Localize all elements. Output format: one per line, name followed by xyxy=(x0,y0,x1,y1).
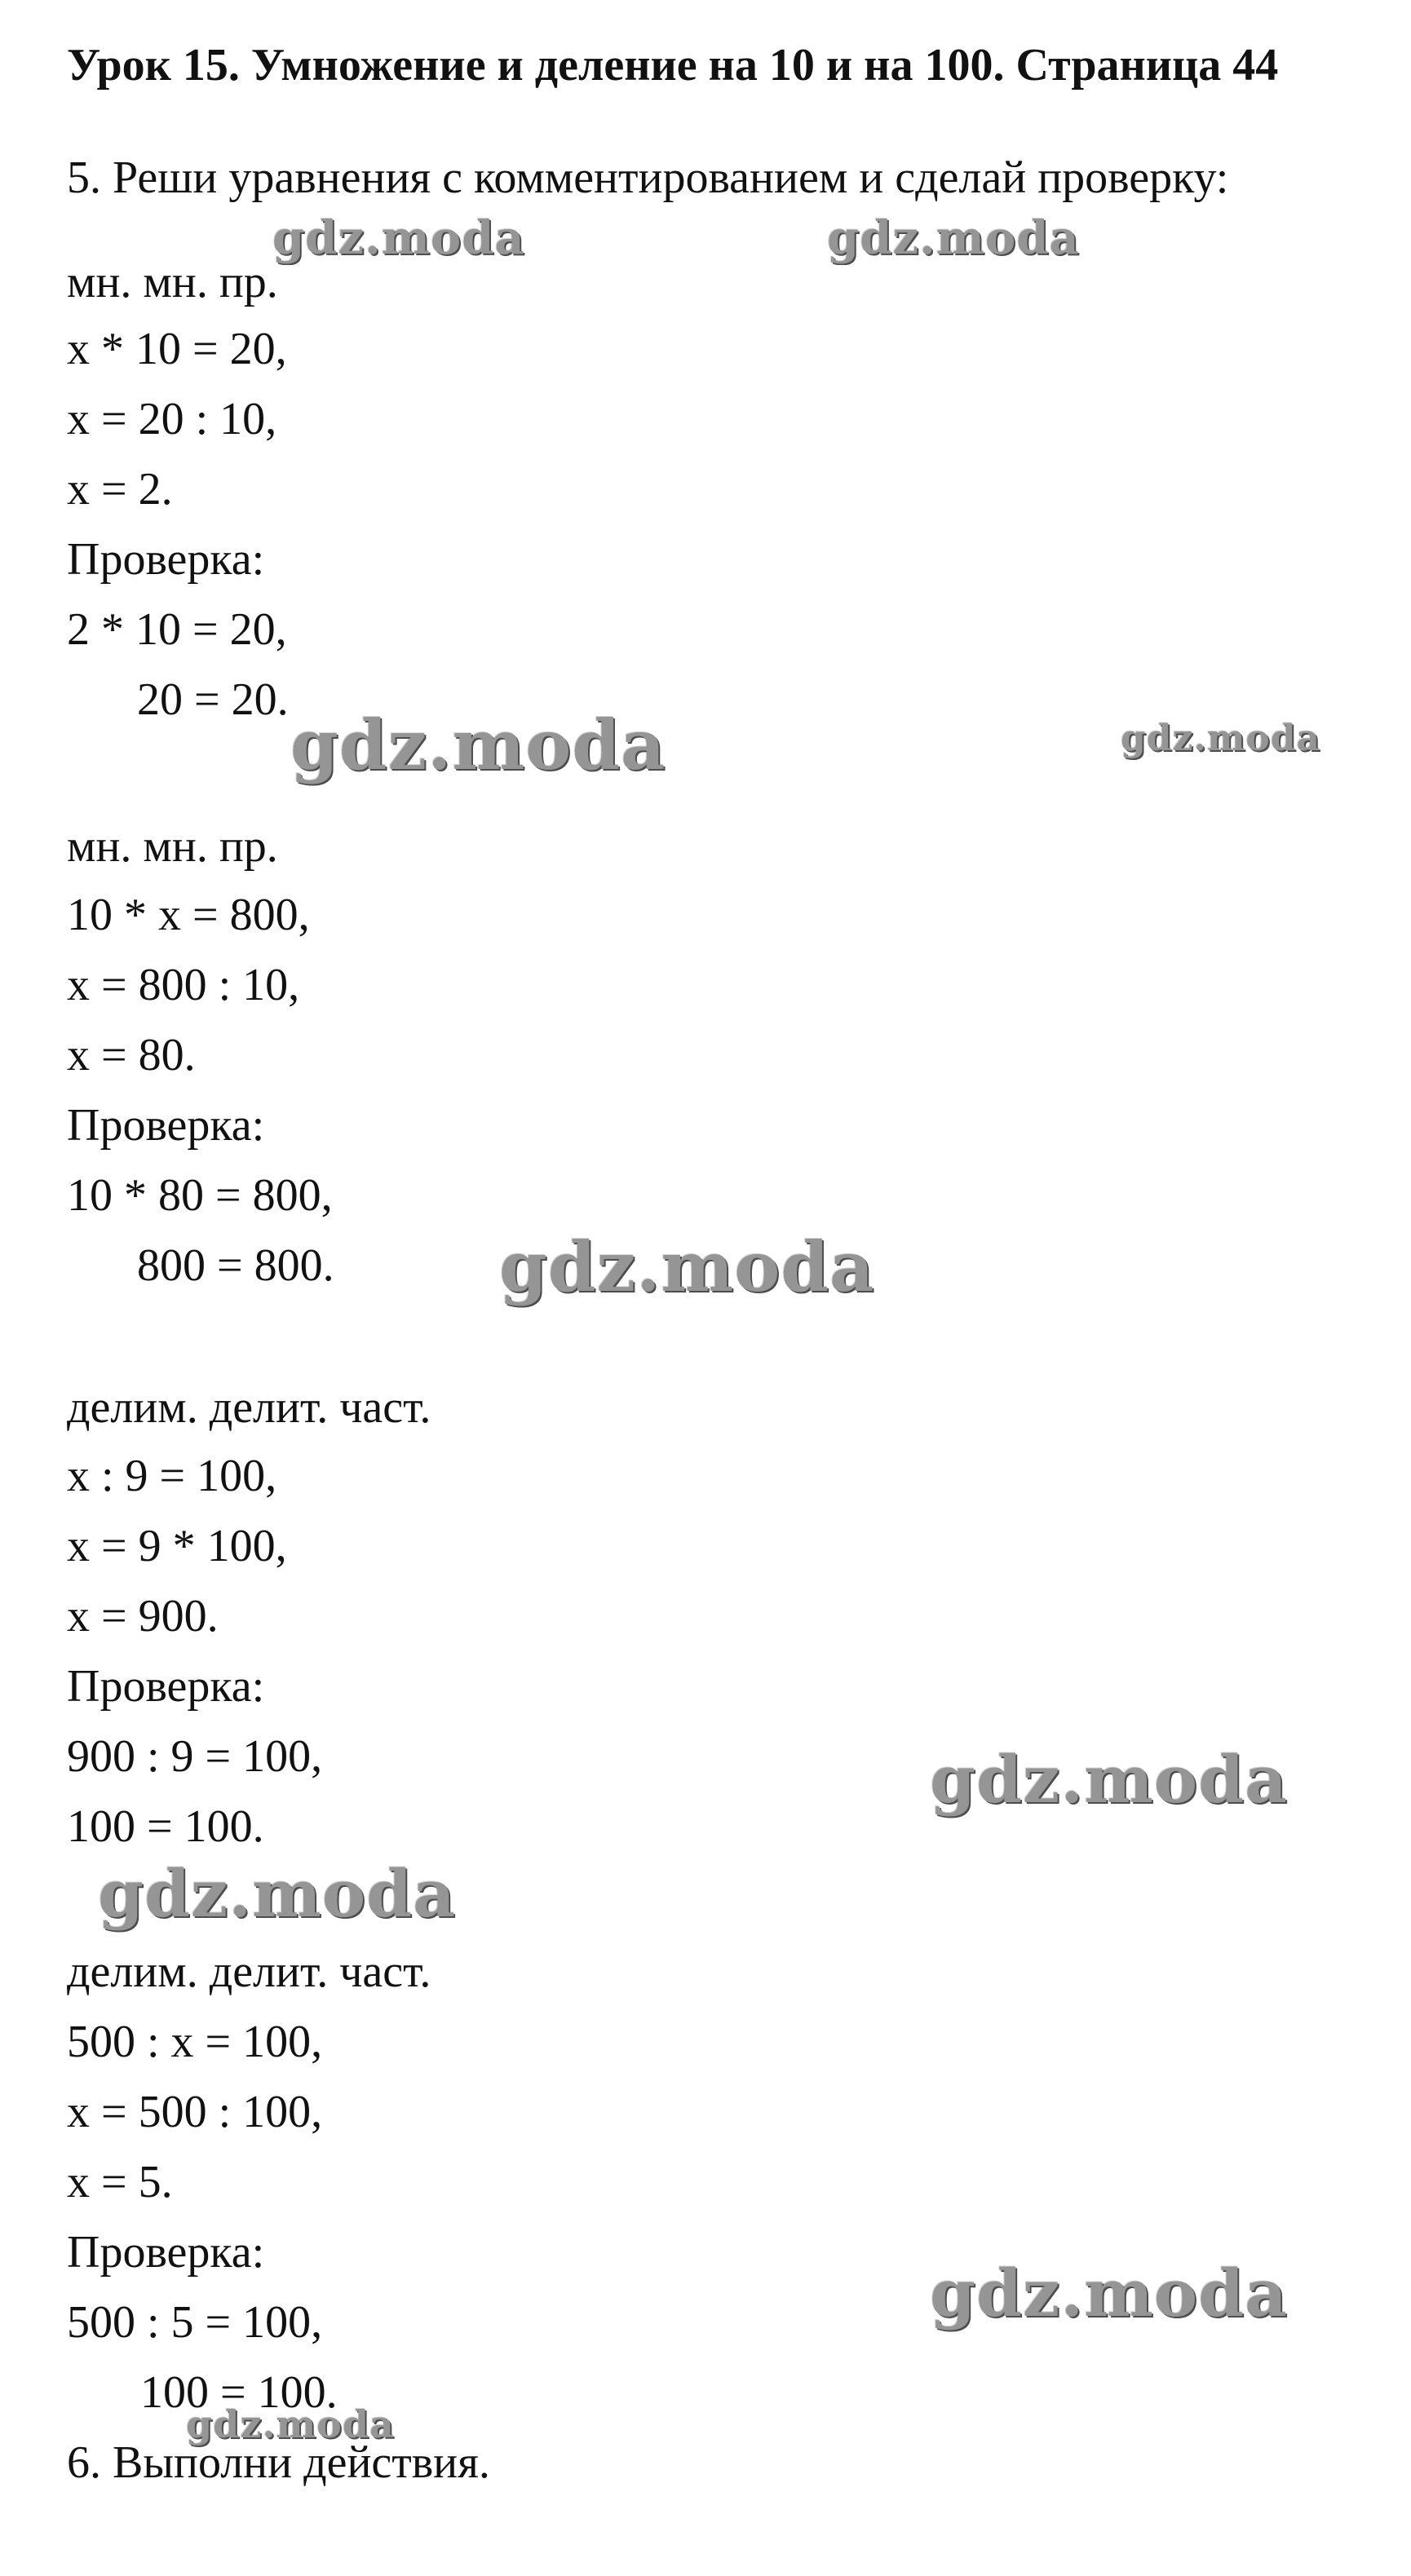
watermark-logo: gdz.moda xyxy=(272,211,525,265)
block-2-step: x = 800 : 10, xyxy=(67,960,300,1010)
block-2-answer: x = 80. xyxy=(67,1030,196,1080)
watermark-logo: gdz.moda xyxy=(186,2402,395,2446)
block-2-check-result: 800 = 800. xyxy=(137,1240,334,1291)
block-1-check-line: 2 * 10 = 20, xyxy=(67,604,287,655)
block-1-check-result: 20 = 20. xyxy=(137,674,289,725)
block-4-check-result: 100 = 100. xyxy=(140,2367,338,2418)
watermark-logo: gdz.moda xyxy=(499,1226,875,1307)
block-2-check-line: 10 * 80 = 800, xyxy=(67,1170,333,1221)
block-3-check-label: Проверка: xyxy=(67,1661,265,1712)
watermark-logo: gdz.moda xyxy=(290,705,666,785)
block-4-check-label: Проверка: xyxy=(67,2227,265,2278)
block-4-answer: x = 5. xyxy=(67,2157,173,2207)
block-2-check-label: Проверка: xyxy=(67,1100,265,1151)
page-heading: Урок 15. Умножение и деление на 10 и на 100. Страница 44 xyxy=(67,40,1279,91)
block-2-equation: 10 * x = 800, xyxy=(67,890,310,940)
block-4-comment: делим. делит. част. xyxy=(67,1946,431,1997)
block-4-check-line: 500 : 5 = 100, xyxy=(67,2297,323,2348)
block-3-answer: x = 900. xyxy=(67,1591,219,1641)
block-4-equation: 500 : x = 100, xyxy=(67,2017,323,2067)
block-3-step: x = 9 * 100, xyxy=(67,1521,287,1571)
task-5-title: 5. Реши уравнения с комментированием и сделай проверку: xyxy=(67,152,1229,203)
block-2-comment: мн. мн. пр. xyxy=(67,821,278,872)
task-6-title: 6. Выполни действия. xyxy=(67,2437,490,2488)
block-3-check-line: 900 : 9 = 100, xyxy=(67,1731,323,1782)
watermark-logo: gdz.moda xyxy=(827,211,1080,265)
block-1-step: x = 20 : 10, xyxy=(67,394,277,444)
block-1-check-label: Проверка: xyxy=(67,534,265,585)
watermark-logo: gdz.moda xyxy=(930,2255,1288,2331)
block-3-equation: x : 9 = 100, xyxy=(67,1451,277,1501)
block-1-answer: x = 2. xyxy=(67,464,173,515)
block-1-equation: x * 10 = 20, xyxy=(67,324,287,374)
watermark-logo: gdz.moda xyxy=(930,1741,1288,1818)
block-4-step: x = 500 : 100, xyxy=(67,2087,323,2137)
watermark-logo: gdz.moda xyxy=(1121,718,1321,759)
block-3-comment: делим. делит. част. xyxy=(67,1382,431,1433)
watermark-logo: gdz.moda xyxy=(98,1855,456,1932)
block-3-check-result: 100 = 100. xyxy=(67,1801,264,1852)
block-1-comment: мн. мн. пр. xyxy=(67,257,278,307)
